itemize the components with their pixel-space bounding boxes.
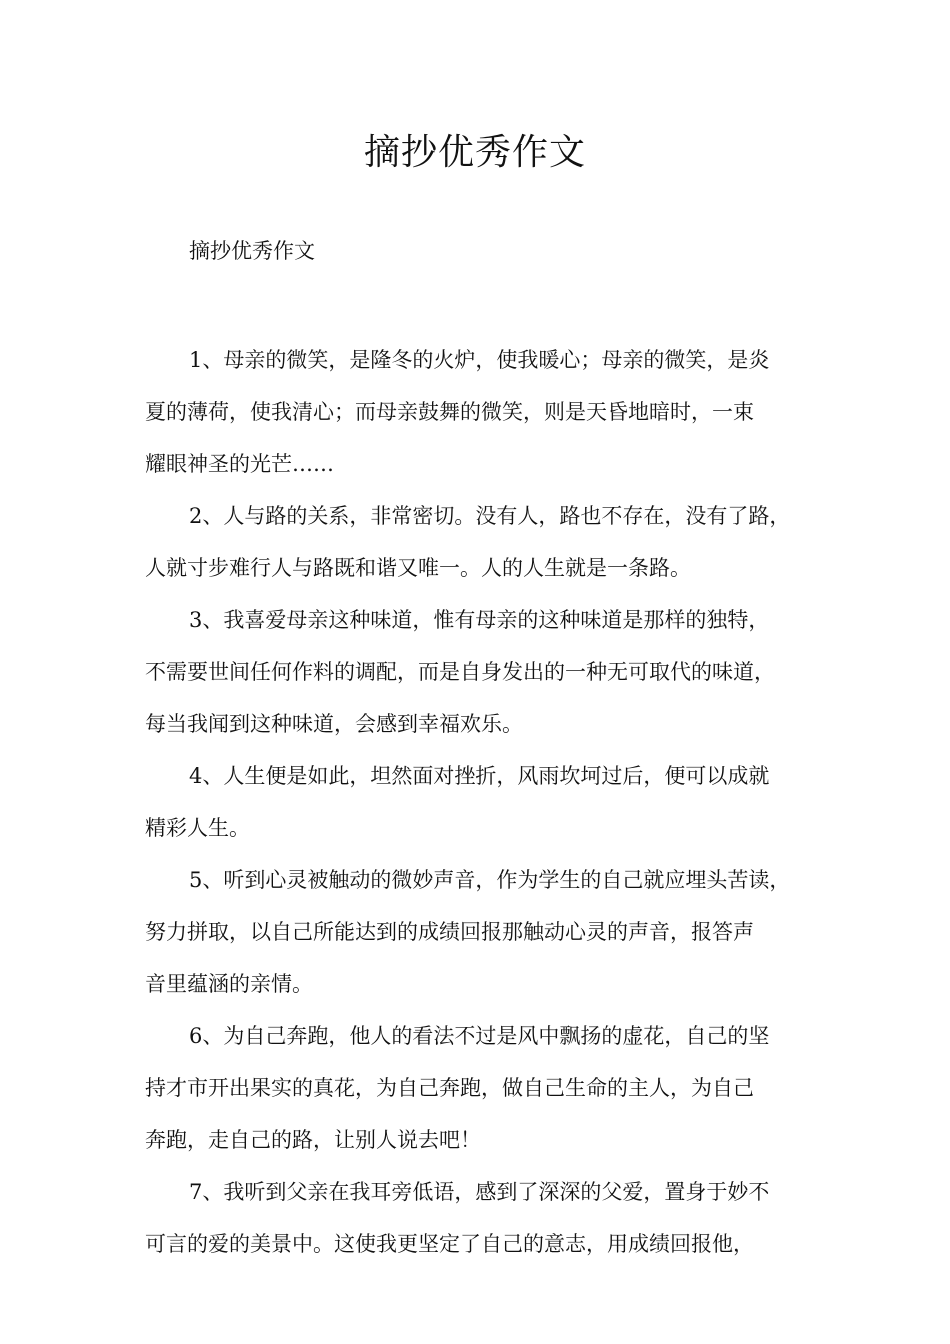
paragraph-line: 夏的薄荷，使我清心；而母亲鼓舞的微笑，则是天昏地暗时，一束 <box>145 400 754 424</box>
paragraph-6 <box>145 1010 835 1166</box>
paragraph-line: 奔跑，走自己的路，让别人说去吧！ <box>145 1128 481 1152</box>
paragraph-line: 5、听到心灵被触动的微妙声音，作为学生的自己就应埋头苦读， <box>189 868 791 892</box>
document-body <box>145 334 835 1270</box>
paragraph-line: 音里蕴涵的亲情。 <box>145 972 313 996</box>
document-title: 摘抄优秀作文 <box>363 132 586 173</box>
paragraph-line: 耀眼神圣的光芒…… <box>145 452 334 476</box>
paragraph-line: 4、人生便是如此，坦然面对挫折，风雨坎坷过后，便可以成就 <box>189 764 770 788</box>
paragraph-1 <box>145 334 835 490</box>
paragraph-line: 努力拼取，以自己所能达到的成绩回报那触动心灵的声音，报答声 <box>145 920 754 944</box>
paragraph-line: 人就寸步难行人与路既和谐又唯一。人的人生就是一条路。 <box>145 556 691 580</box>
paragraph-2 <box>145 490 835 594</box>
paragraph-line: 不需要世间任何作料的调配，而是自身发出的一种无可取代的味道， <box>145 660 775 684</box>
paragraph-5 <box>145 854 835 1010</box>
paragraph-line: 7、我听到父亲在我耳旁低语，感到了深深的父爱，置身于妙不 <box>189 1180 770 1204</box>
paragraph-4 <box>145 750 835 854</box>
paragraph-line: 3、我喜爱母亲这种味道，惟有母亲的这种味道是那样的独特， <box>189 608 770 632</box>
paragraph-line: 6、为自己奔跑，他人的看法不过是风中飘扬的虚花，自己的坚 <box>189 1024 770 1048</box>
paragraph-line: 1、母亲的微笑，是隆冬的火炉，使我暖心；母亲的微笑，是炎 <box>189 348 770 372</box>
document-subtitle: 摘抄优秀作文 <box>189 239 315 263</box>
paragraph-line: 精彩人生。 <box>145 816 250 840</box>
paragraph-3 <box>145 594 835 750</box>
paragraph-line: 持才市开出果实的真花，为自己奔跑，做自己生命的主人，为自己 <box>145 1076 754 1100</box>
paragraph-line: 可言的爱的美景中。这使我更坚定了自己的意志，用成绩回报他， <box>145 1232 754 1256</box>
paragraph-line: 每当我闻到这种味道，会感到幸福欢乐。 <box>145 712 523 736</box>
paragraph-line: 2、人与路的关系，非常密切。没有人，路也不存在，没有了路， <box>189 504 791 528</box>
paragraph-7 <box>145 1166 835 1270</box>
